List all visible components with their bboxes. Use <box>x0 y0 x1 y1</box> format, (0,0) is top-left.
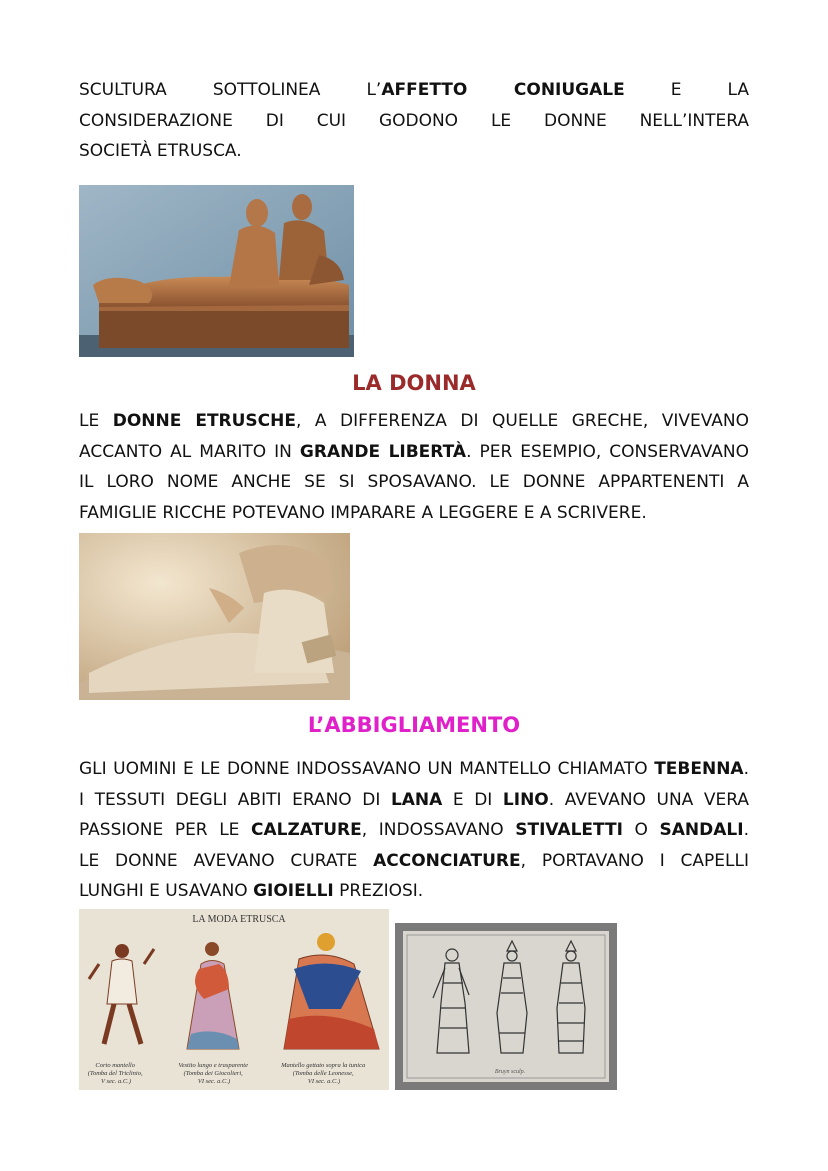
donna-line-1: LE DONNE ETRUSCHE, A DIFFERENZA DI QUELLE GRECHE, VIVEVANO <box>79 411 749 431</box>
intro-line-3: SOCIETÀ ETRUSCA. <box>79 141 242 161</box>
caption-2-line-3: VI sec. a.C.) <box>197 1078 231 1085</box>
abbigliamento-paragraph <box>79 754 749 907</box>
abb-line-5: LUNGHI E USAVANO GIOIELLI PREZIOSI. <box>79 881 424 901</box>
abbigliamento-heading: L’ABBIGLIAMENTO <box>307 713 521 737</box>
caption-2-line-1: Vestito lungo e trasparente <box>178 1062 249 1069</box>
abb-line-3: PASSIONE PER LE CALZATURE, INDOSSAVANO STIVALETTI O SANDALI. <box>79 820 749 840</box>
intro-paragraph <box>79 75 749 167</box>
sarcophagus-spouses-image <box>79 185 354 357</box>
moda-title: LA MODA ETRUSCA <box>192 914 286 925</box>
caption-2-line-2: (Tomba dei Giocolieri, <box>183 1070 243 1077</box>
caption-3-line-1: Mantello gettato sopra la tunica <box>281 1062 366 1069</box>
donna-line-3: IL LORO NOME ANCHE SE SI SPOSAVANO. LE DONNE APPARTENENTI A <box>79 472 749 492</box>
caption-1-line-1: Corto mantello <box>95 1062 135 1069</box>
donna-paragraph <box>79 406 749 528</box>
donna-line-2: ACCANTO AL MARITO IN GRANDE LIBERTÀ. PER ESEMPIO, CONSERVAVANO <box>79 441 749 462</box>
reclining-woman-image <box>79 533 350 700</box>
caption-3-line-3: VI sec. a.C.) <box>307 1078 341 1085</box>
intro-line-2: CONSIDERAZIONE DI CUI GODONO LE DONNE NELL’INTERA <box>79 110 749 131</box>
la-donna-heading: LA DONNA <box>352 371 476 395</box>
moda-etrusca-image <box>79 909 389 1090</box>
engraving-figures-image <box>395 923 617 1090</box>
intro-line-1: SCULTURA SOTTOLINEA L’AFFETTO CONIUGALE E LA <box>79 80 749 100</box>
abb-line-1: GLI UOMINI E LE DONNE INDOSSAVANO UN MANTELLO CHIAMATO TEBENNA. <box>79 759 749 779</box>
abb-line-2: I TESSUTI DEGLI ABITI ERANO DI LANA E DI LINO. AVEVANO UNA VERA <box>79 789 749 810</box>
caption-1-line-3: V sec. a.C.) <box>100 1078 132 1085</box>
donna-line-4: FAMIGLIE RICCHE POTEVANO IMPARARE A LEGGERE E A SCRIVERE. <box>79 502 647 523</box>
abb-line-4: LE DONNE AVEVANO CURATE ACCONCIATURE, PORTAVANO I CAPELLI <box>79 850 749 871</box>
caption-1-line-2: (Tomba del Triclinio, <box>87 1070 143 1077</box>
engraving-caption: Bruyn sculp. <box>494 1069 526 1075</box>
caption-3-line-2: (Tomba delle Leonesse, <box>292 1070 354 1077</box>
